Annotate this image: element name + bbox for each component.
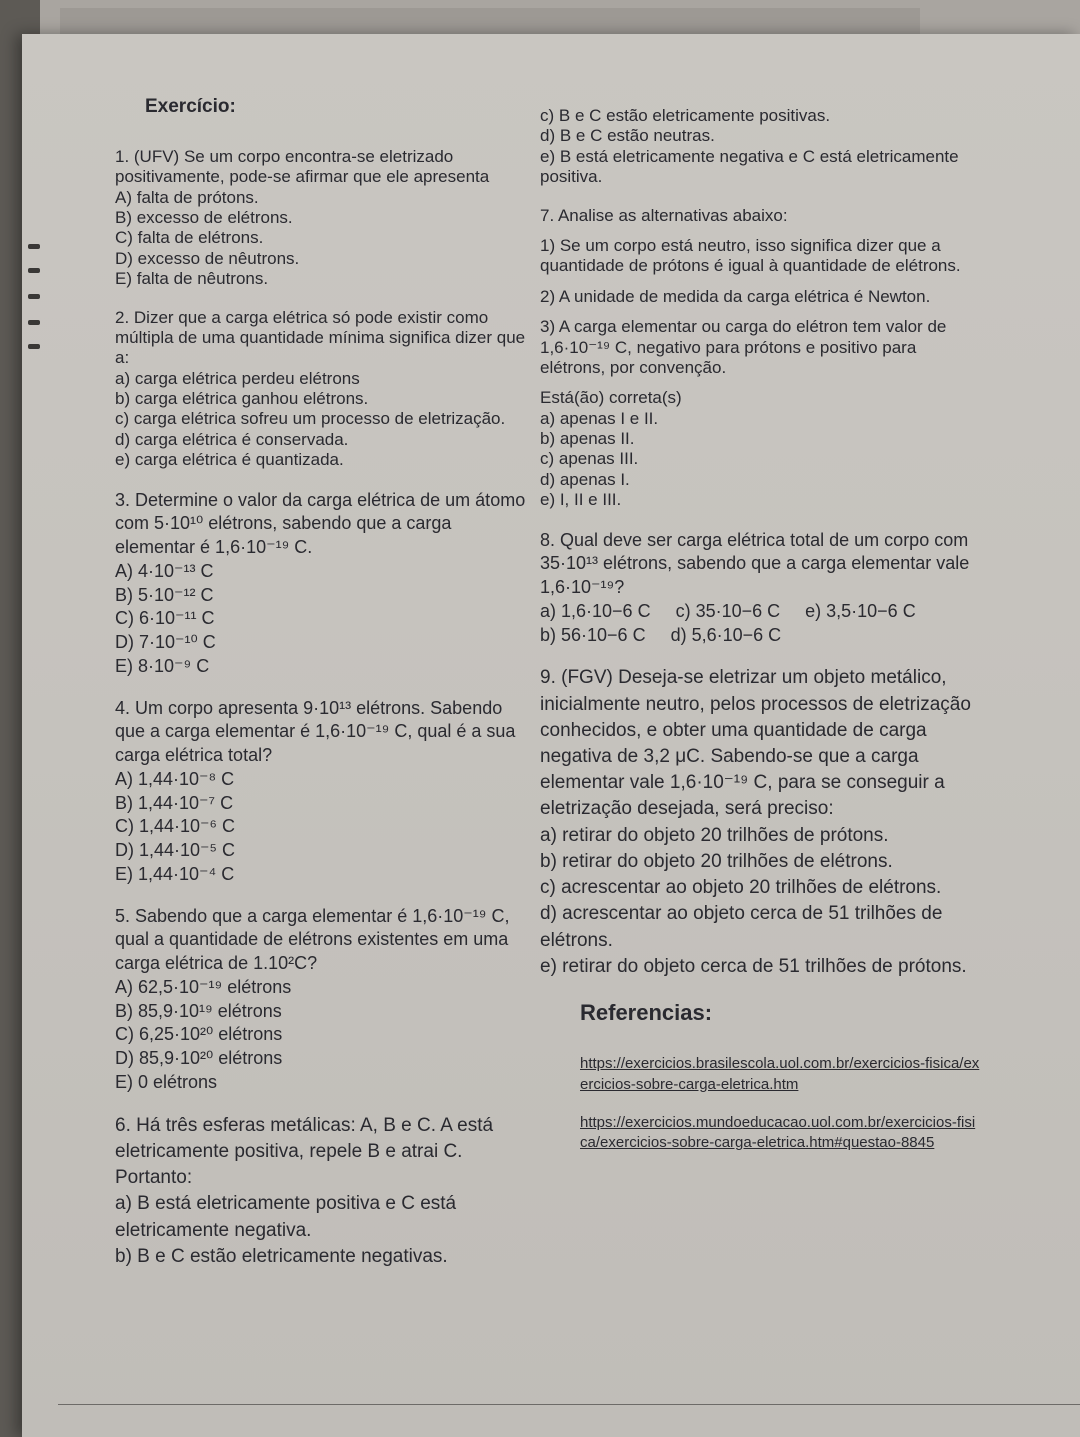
option: b) retirar do objeto 20 trilhões de elétrons. <box>540 850 893 872</box>
question-stem: 1. (UFV) Se um corpo encontra-se eletrizado positivamente, pode-se afirmar que ele apresenta <box>115 146 490 187</box>
question-7 <box>540 206 980 511</box>
option: e) I, II e III. <box>540 490 622 510</box>
statement: 2) A unidade de medida da carga elétrica é Newton. <box>540 286 931 306</box>
option: C) 1,44·10⁻⁶ C <box>115 816 235 837</box>
question-stem: 9. (FGV) Deseja-se eletrizar um objeto metálico, inicialmente neutro, pelos processos de eletrização conhecidos, e obter uma quantidade de carga negativa de 3,2 μC. Sabendo-se que a carga elementar vale 1,6·10⁻¹⁹ C, para se conseguir a eletrização desejada, será preciso: <box>540 667 971 820</box>
option: E) 0 elétrons <box>115 1071 218 1092</box>
option: e) carga elétrica é quantizada. <box>115 450 344 470</box>
references-title: Referencias: <box>580 1000 713 1026</box>
question-9 <box>540 665 980 980</box>
page-title: Exercício: <box>145 96 236 117</box>
question-stem: 4. Um corpo apresenta 9·10¹³ elétrons. Sabendo que a carga elementar é 1,6·10⁻¹⁹ C, qual é a sua carga elétrica total? <box>115 697 516 766</box>
option: B) excesso de elétrons. <box>115 207 293 227</box>
question-5 <box>115 905 535 1095</box>
question-stem: 3. Determine o valor da carga elétrica de um átomo com 5·10¹⁰ elétrons, sabendo que a carga elementar é 1,6·10⁻¹⁹ C. <box>115 489 526 558</box>
question-3 <box>115 489 535 679</box>
question-stem: 5. Sabendo que a carga elementar é 1,6·10⁻¹⁹ C, qual a quantidade de elétrons existentes em uma carga elétrica de 1.10²C? <box>115 905 510 974</box>
option: D) 85,9·10²⁰ elétrons <box>115 1048 283 1069</box>
option: A) 1,44·10⁻⁸ C <box>115 768 235 789</box>
statement: 3) A carga elementar ou carga do elétron tem valor de 1,6·10⁻¹⁹ C, negativo para prótons e positivo para elétrons, por convenção. <box>540 317 947 377</box>
option: c) acrescentar ao objeto 20 trilhões de elétrons. <box>540 877 942 899</box>
option: d) acrescentar ao objeto cerca de 51 trilhões de elétrons. <box>540 903 943 951</box>
option: B) 1,44·10⁻⁷ C <box>115 792 234 813</box>
option: b) apenas II. <box>540 429 635 449</box>
option: A) 4·10⁻¹³ C <box>115 560 214 581</box>
option: E) 8·10⁻⁹ C <box>115 655 210 676</box>
page-bottom-rule <box>58 1404 1080 1405</box>
option: B) 5·10⁻¹² C <box>115 584 214 605</box>
left-column <box>115 96 535 1270</box>
option-row: b) 56·10−6 C d) 5,6·10−6 C <box>540 624 782 645</box>
option: D) excesso de nêutrons. <box>115 248 300 268</box>
question-stem: 6. Há três esferas metálicas: A, B e C. A está eletricamente positiva, repele B e atrai C. <box>115 1114 494 1162</box>
option: A) 62,5·10⁻¹⁹ elétrons <box>115 976 292 997</box>
option: E) falta de nêutrons. <box>115 269 269 289</box>
option: C) 6·10⁻¹¹ C <box>115 608 215 629</box>
option: b) B e C estão eletricamente negativas. <box>115 1245 448 1267</box>
question-2 <box>115 308 535 471</box>
option: c) carga elétrica sofreu um processo de eletrização. <box>115 409 506 429</box>
option: A) falta de prótons. <box>115 187 259 207</box>
option: a) retirar do objeto 20 trilhões de prótons. <box>540 824 889 846</box>
question-stem: 8. Qual deve ser carga elétrica total de um corpo com 35·10¹³ elétrons, sabendo que a carga elementar vale 1,6·10⁻¹⁹? <box>540 529 970 598</box>
right-column <box>540 106 980 1153</box>
option: D) 7·10⁻¹⁰ C <box>115 632 216 653</box>
option: c) B e C estão eletricamente positivas. <box>540 106 831 125</box>
option: E) 1,44·10⁻⁴ C <box>115 863 235 884</box>
option: e) B está eletricamente negativa e C está eletricamente positiva. <box>540 146 959 187</box>
question-stem: 7. Analise as alternativas abaixo: <box>540 205 788 225</box>
option: d) B e C estão neutras. <box>540 126 715 146</box>
option: e) retirar do objeto cerca de 51 trilhões de prótons. <box>540 955 967 977</box>
reference-link[interactable]: https://exercicios.brasilescola.uol.com.br/exercicios-fisica/exercicios-sobre-carga-eletrica.htm <box>580 1055 980 1093</box>
option: a) carga elétrica perdeu elétrons <box>115 368 360 388</box>
binder-holes <box>22 244 72 364</box>
option: C) 6,25·10²⁰ elétrons <box>115 1024 283 1045</box>
question-lead: Portanto: <box>115 1167 193 1189</box>
statement: 1) Se um corpo está neutro, isso significa dizer que a quantidade de prótons é igual à quantidade de elétrons. <box>540 235 961 276</box>
reference-link[interactable]: https://exercicios.mundoeducacao.uol.com.br/exercicios-fisica/exercicios-sobre-carga-eletrica.htm#questao-8845 <box>580 1113 976 1152</box>
question-lead: Está(ão) correta(s) <box>540 388 682 408</box>
question-6 <box>115 1113 535 1270</box>
option: a) apenas I e II. <box>540 408 659 428</box>
question-stem: 2. Dizer que a carga elétrica só pode existir como múltipla de uma quantidade mínima significa dizer que a: <box>115 307 526 368</box>
question-1 <box>115 147 535 290</box>
option: d) carga elétrica é conservada. <box>115 429 349 449</box>
option: B) 85,9·10¹⁹ elétrons <box>115 1000 282 1021</box>
option: C) falta de elétrons. <box>115 228 264 248</box>
option-row: a) 1,6·10−6 C c) 35·10−6 C e) 3,5·10−6 C <box>540 600 916 621</box>
question-8 <box>540 529 980 648</box>
question-4 <box>115 697 535 887</box>
option: D) 1,44·10⁻⁵ C <box>115 840 236 861</box>
question-6-continued <box>540 106 980 188</box>
option: d) apenas I. <box>540 469 630 489</box>
option: a) B está eletricamente positiva e C está eletricamente negativa. <box>115 1193 457 1241</box>
option: c) apenas III. <box>540 449 639 469</box>
option: b) carga elétrica ganhou elétrons. <box>115 389 369 409</box>
